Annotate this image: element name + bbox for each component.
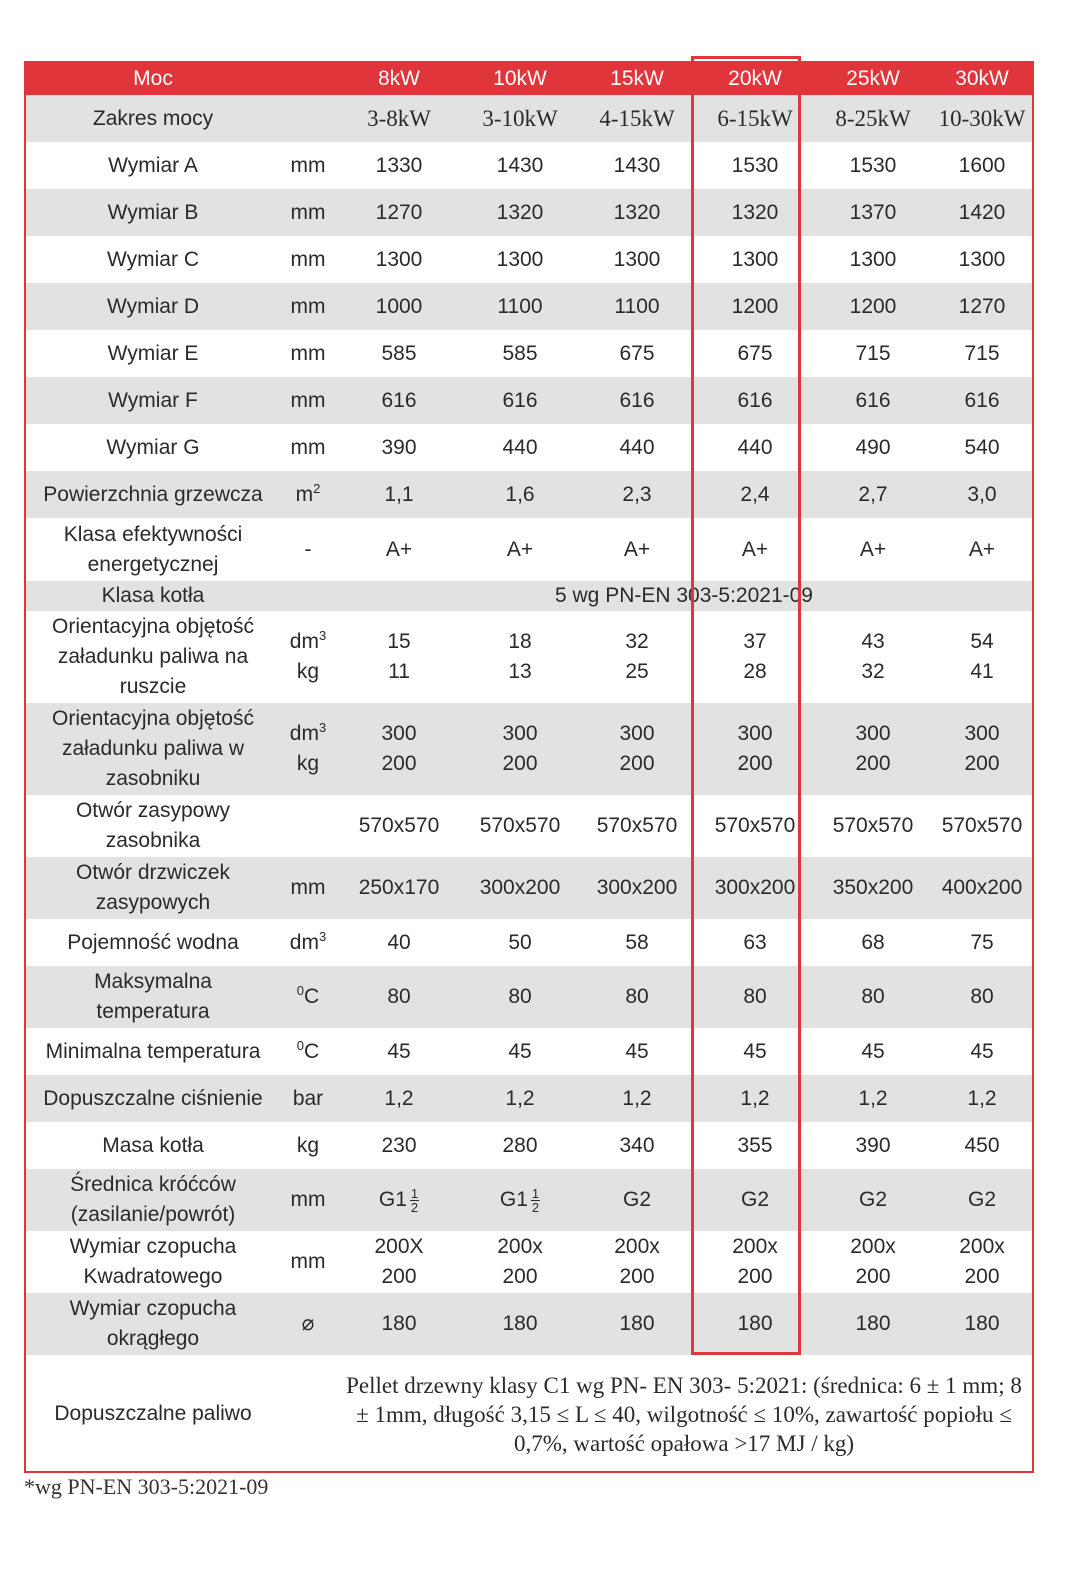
- row-label: Zakres mocy: [26, 95, 280, 142]
- table-row: [26, 1028, 1032, 1075]
- value-line: 200x: [614, 1235, 660, 1258]
- cell-value: 1300: [731, 247, 779, 271]
- row-unit: mm: [280, 283, 336, 330]
- cell-value: 3,0: [932, 471, 1032, 518]
- label-line: Wymiar czopucha: [69, 1297, 237, 1320]
- table-row: [26, 795, 1032, 857]
- table-row: [26, 1355, 1032, 1473]
- unit-sup: 2: [313, 480, 321, 496]
- diameter-icon: ⌀: [280, 1293, 336, 1355]
- table-row: [26, 919, 1032, 966]
- row-label: [26, 795, 280, 857]
- cell-value: A+: [741, 537, 769, 561]
- cell-value: 45: [387, 1039, 411, 1063]
- cell-value: 45: [508, 1039, 532, 1063]
- cell-value: 45: [861, 1039, 885, 1063]
- cell-value: 570x570: [358, 814, 440, 837]
- row-unit: kg: [296, 1133, 320, 1157]
- label-line: Otwór drzwiczek: [75, 861, 231, 884]
- cell-value: 440: [619, 435, 655, 459]
- cell-value: 450: [964, 1133, 1000, 1157]
- cell-value: 300x200: [462, 857, 578, 919]
- header-25kw: 25kW: [814, 63, 932, 95]
- cell-value: 1,6: [462, 471, 578, 518]
- spec-table-frame: [24, 61, 1034, 1473]
- unit-base: m: [295, 482, 314, 506]
- unit-sup: 0: [296, 983, 305, 998]
- row-unit: [280, 611, 336, 703]
- cell-value: 355: [737, 1133, 773, 1157]
- value-line: 200: [619, 1265, 655, 1288]
- cell-value: 715: [855, 341, 891, 365]
- cell-value: [578, 1231, 696, 1293]
- cell-value: 80: [578, 966, 696, 1028]
- cell-value: 1,2: [336, 1075, 462, 1122]
- label-line: temperatura: [96, 1000, 210, 1023]
- row-label: Powierzchnia grzewcza: [26, 471, 280, 518]
- cell-value: 80: [336, 966, 462, 1028]
- table-row: [26, 283, 1032, 330]
- cell-value: A+: [968, 537, 996, 561]
- cell-value: 250x170: [336, 857, 462, 919]
- cell-value: 230: [381, 1133, 417, 1157]
- value-line: 25: [625, 660, 649, 683]
- cell-value: 180: [462, 1293, 578, 1355]
- cell-value: 75: [970, 930, 994, 954]
- cell-value: 616: [814, 377, 932, 424]
- cell-value: [336, 703, 462, 795]
- row-unit: mm: [280, 857, 336, 919]
- cell-value: 1370: [814, 189, 932, 236]
- footnote: *wg PN-EN 303-5:2021-09: [24, 1474, 269, 1499]
- cell-value: 616: [578, 377, 696, 424]
- cell-value: 490: [855, 435, 891, 459]
- value-line: 200: [619, 752, 655, 775]
- table-row: [26, 1231, 1032, 1293]
- label-line: Średnica króćców: [70, 1173, 236, 1196]
- cell-value: 180: [336, 1293, 462, 1355]
- cell-value: 68: [861, 930, 885, 954]
- cell-value: 1300: [958, 247, 1006, 271]
- cell-value: 570x570: [832, 814, 914, 837]
- cell-value: 1330: [375, 153, 423, 177]
- cell-value: 1320: [462, 189, 578, 236]
- label-line: załadunku paliwa w: [61, 737, 245, 760]
- cell-value: A+: [859, 537, 887, 561]
- label-line: Wymiar czopucha: [69, 1235, 237, 1258]
- table-row: [26, 1293, 1032, 1355]
- cell-value: 1300: [613, 247, 661, 271]
- cell-value: 1000: [336, 283, 462, 330]
- row-label: [26, 1293, 280, 1355]
- value-line: 37: [743, 630, 767, 653]
- cell-value: 180: [696, 1293, 814, 1355]
- table-row: [26, 966, 1032, 1028]
- table-row: [26, 857, 1032, 919]
- value-text: G1: [499, 1188, 528, 1211]
- cell-value: [696, 611, 814, 703]
- unit-sup: 3: [318, 720, 327, 735]
- value-line: 300: [737, 722, 773, 745]
- table-row: [26, 330, 1032, 377]
- cell-value: 3-10kW: [462, 95, 578, 142]
- cell-value: 390: [855, 1133, 891, 1157]
- table-row: [26, 1075, 1032, 1122]
- cell-value: 180: [578, 1293, 696, 1355]
- row-unit: [280, 703, 336, 795]
- cell-value: 1600: [958, 153, 1006, 177]
- row-unit: bar: [280, 1075, 336, 1122]
- cell-value: 570x570: [596, 814, 678, 837]
- cell-value: 45: [970, 1039, 994, 1063]
- cell-value: 675: [737, 341, 773, 365]
- value-line: 200: [381, 752, 417, 775]
- unit-sup: 3: [318, 628, 327, 643]
- cell-value: 1,2: [814, 1075, 932, 1122]
- value-line: 200x: [732, 1235, 778, 1258]
- cell-value: [462, 703, 578, 795]
- value-line: 15: [387, 630, 411, 653]
- table-row: [26, 1122, 1032, 1169]
- cell-value: 570x570: [941, 814, 1023, 837]
- cell-value: 540: [964, 435, 1000, 459]
- value-line: 200x: [497, 1235, 543, 1258]
- row-unit: mm: [290, 153, 326, 177]
- table-row: [26, 581, 1032, 611]
- row-label: Minimalna temperatura: [45, 1039, 261, 1063]
- cell-value: 1200: [814, 283, 932, 330]
- fraction-denominator: 2: [410, 1199, 419, 1215]
- label-line: zasobnika: [105, 829, 201, 852]
- cell-value: 585: [502, 341, 538, 365]
- row-unit: [280, 1355, 336, 1473]
- row-unit: [280, 919, 336, 966]
- row-unit: mm: [290, 341, 326, 365]
- cell-value: 616: [932, 377, 1032, 424]
- unit-base: C: [304, 1039, 320, 1063]
- value-line: 41: [970, 660, 994, 683]
- cell-value: [932, 703, 1032, 795]
- cell-value: 440: [502, 435, 538, 459]
- cell-value: 616: [462, 377, 578, 424]
- cell-value: 1300: [496, 247, 544, 271]
- cell-value: 1320: [578, 189, 696, 236]
- cell-value: 280: [502, 1133, 538, 1157]
- label-line: Orientacyjna objętość: [52, 615, 254, 638]
- unit-sup: 0: [296, 1037, 305, 1053]
- table-row: [26, 1169, 1032, 1231]
- cell-value: 1,2: [696, 1075, 814, 1122]
- row-label: Dopuszczalne paliwo: [54, 1402, 252, 1425]
- unit-sup: 3: [318, 928, 327, 944]
- row-unit: [280, 966, 336, 1028]
- value-line: 300: [502, 722, 538, 745]
- value-line: 300: [855, 722, 891, 745]
- row-label: [26, 703, 280, 795]
- cell-value: [814, 611, 932, 703]
- row-label: Wymiar F: [26, 377, 280, 424]
- cell-value: 300x200: [578, 857, 696, 919]
- header-30kw: 30kW: [932, 63, 1032, 95]
- fraction-denominator: 2: [531, 1199, 540, 1215]
- cell-value: 8-25kW: [814, 95, 932, 142]
- value-line: 300: [619, 722, 655, 745]
- value-line: 200: [855, 1265, 891, 1288]
- fraction-numerator: 1: [410, 1185, 419, 1201]
- row-unit: mm: [280, 189, 336, 236]
- value-line: 300: [381, 722, 417, 745]
- row-label: Wymiar D: [26, 283, 280, 330]
- header-20kw: 20kW: [696, 63, 814, 95]
- row-unit: [280, 581, 336, 611]
- cell-value: [932, 1231, 1032, 1293]
- cell-value: 1,2: [462, 1075, 578, 1122]
- row-unit: mm: [290, 1250, 326, 1273]
- cell-value: 1,1: [336, 471, 462, 518]
- header-row: [26, 63, 1032, 95]
- cell-value: 570x570: [714, 814, 796, 837]
- label-line: zasobniku: [105, 767, 201, 790]
- fraction: [531, 1187, 540, 1214]
- header-8kw: 8kW: [336, 63, 462, 95]
- table-row: [26, 189, 1032, 236]
- cell-value: 1420: [932, 189, 1032, 236]
- cell-value: 80: [462, 966, 578, 1028]
- table-row: [26, 95, 1032, 142]
- row-label: [26, 966, 280, 1028]
- cell-value: [462, 1231, 578, 1293]
- cell-value: 400x200: [932, 857, 1032, 919]
- value-line: 11: [388, 660, 410, 683]
- cell-value: 4-15kW: [578, 95, 696, 142]
- unit-line: [282, 719, 334, 749]
- header-10kw: 10kW: [462, 63, 578, 95]
- row-unit: [280, 95, 336, 142]
- row-label: Dopuszczalne ciśnienie: [26, 1075, 280, 1122]
- cell-value: 80: [814, 966, 932, 1028]
- value-line: 43: [861, 630, 885, 653]
- cell-value: G2: [932, 1169, 1032, 1231]
- value-line: 200x: [850, 1235, 896, 1258]
- label-line: Kwadratowego: [83, 1265, 223, 1288]
- unit-base: dm: [289, 722, 319, 745]
- value-line: 300: [964, 722, 1000, 745]
- row-label: [26, 1169, 280, 1231]
- cell-value: 1100: [578, 283, 696, 330]
- row-unit: -: [304, 537, 312, 561]
- label-line: Maksymalna: [94, 970, 212, 993]
- row-label: Wymiar A: [108, 153, 198, 177]
- cell-value: 300x200: [696, 857, 814, 919]
- row-label: Masa kotła: [102, 1133, 204, 1157]
- cell-value: [814, 703, 932, 795]
- header-unit: [280, 63, 336, 95]
- row-label: [26, 1231, 280, 1293]
- cell-value: A+: [623, 537, 651, 561]
- row-label: Klasa kotła: [26, 581, 280, 611]
- row-unit: mm: [280, 377, 336, 424]
- label-line: Otwór zasypowy: [75, 799, 231, 822]
- row-unit: [280, 1028, 336, 1075]
- table-row: [26, 236, 1032, 283]
- row-label: Wymiar G: [106, 435, 200, 459]
- cell-value: [814, 1231, 932, 1293]
- cell-value: A+: [385, 537, 413, 561]
- table-row: [26, 518, 1032, 581]
- cell-value: 1430: [496, 153, 544, 177]
- cell-value: 1,2: [932, 1075, 1032, 1122]
- cell-value: 390: [381, 435, 417, 459]
- fuel-description: Pellet drzewny klasy C1 wg PN- EN 303- 5:2021: (średnica: 6 ± 1 mm; 8 ± 1mm, długość 3,15 ≤ L ≤ 40, wilgotność ≤ 10%, zawartość popiołu ≤ 0,7%, wartość opałowa >17 MJ / kg): [346, 1372, 1022, 1456]
- cell-value: 58: [625, 930, 649, 954]
- value-line: 200: [381, 1265, 417, 1288]
- cell-value: G2: [814, 1169, 932, 1231]
- value-line: 200: [964, 752, 1000, 775]
- row-unit: mm: [290, 247, 326, 271]
- value-line: 32: [861, 660, 885, 683]
- value-line: 18: [508, 630, 532, 653]
- cell-value: [462, 611, 578, 703]
- unit-line: kg: [296, 660, 320, 683]
- cell-value: 585: [381, 341, 417, 365]
- cell-value-span: 5 wg PN-EN 303-5:2021-09: [336, 581, 1032, 611]
- row-label: Wymiar E: [107, 341, 199, 365]
- cell-value: [696, 703, 814, 795]
- cell-value: 616: [336, 377, 462, 424]
- cell-value: 1100: [462, 283, 578, 330]
- cell-value: [462, 1169, 578, 1231]
- fraction-numerator: 1: [531, 1185, 540, 1201]
- value-line: 28: [743, 660, 767, 683]
- cell-value: 45: [743, 1039, 767, 1063]
- row-label: Wymiar B: [26, 189, 280, 236]
- cell-value: 180: [932, 1293, 1032, 1355]
- row-unit: mm: [280, 1169, 336, 1231]
- value-line: 200: [502, 752, 538, 775]
- table-row: [26, 424, 1032, 471]
- cell-value: 2,3: [578, 471, 696, 518]
- cell-value: [336, 1231, 462, 1293]
- header-15kw: 15kW: [578, 63, 696, 95]
- cell-value: [336, 1169, 462, 1231]
- unit-line: kg: [296, 752, 320, 775]
- table-row: [26, 142, 1032, 189]
- value-line: 200x: [959, 1235, 1005, 1258]
- value-line: 200: [964, 1265, 1000, 1288]
- row-unit: [280, 471, 336, 518]
- cell-value: 2,7: [814, 471, 932, 518]
- cell-value: 1530: [731, 153, 779, 177]
- header-label: Moc: [26, 63, 280, 95]
- cell-value: 63: [743, 930, 767, 954]
- cell-value: 1430: [613, 153, 661, 177]
- unit-base: dm: [289, 930, 319, 954]
- fraction: [410, 1187, 419, 1214]
- label-line: Orientacyjna objętość: [52, 707, 254, 730]
- cell-value: 50: [508, 930, 532, 954]
- cell-value: 570x570: [479, 814, 561, 837]
- value-line: 200: [502, 1265, 538, 1288]
- boiler-spec-table: [26, 63, 1032, 1473]
- cell-value: 2,4: [696, 471, 814, 518]
- cell-value: 1530: [849, 153, 897, 177]
- label-line: ruszcie: [119, 675, 187, 698]
- cell-value: 1300: [375, 247, 423, 271]
- cell-value: 675: [619, 341, 655, 365]
- cell-value: 1200: [696, 283, 814, 330]
- value-line: 200: [737, 1265, 773, 1288]
- table-row: [26, 703, 1032, 795]
- cell-value: [696, 1231, 814, 1293]
- cell-value: 80: [932, 966, 1032, 1028]
- value-line: 13: [508, 660, 532, 683]
- cell-value: [336, 611, 462, 703]
- value-line: 200X: [374, 1235, 424, 1258]
- cell-value: 350x200: [814, 857, 932, 919]
- cell-value: 616: [696, 377, 814, 424]
- row-label: Wymiar C: [107, 247, 199, 271]
- cell-value: 440: [737, 435, 773, 459]
- cell-value: 40: [387, 930, 411, 954]
- label-line: załadunku paliwa na: [57, 645, 249, 668]
- value-line: 200: [855, 752, 891, 775]
- label-line: zasypowych: [95, 891, 211, 914]
- row-label: [26, 611, 280, 703]
- value-text: G1: [378, 1188, 407, 1211]
- cell-value: 6-15kW: [696, 95, 814, 142]
- row-label: Pojemność wodna: [67, 930, 239, 954]
- cell-value: 340: [619, 1133, 655, 1157]
- value-line: 200: [737, 752, 773, 775]
- table-row: [26, 611, 1032, 703]
- row-label: [26, 518, 280, 581]
- cell-value: G2: [578, 1169, 696, 1231]
- cell-value: [578, 611, 696, 703]
- cell-value: 1,2: [578, 1075, 696, 1122]
- cell-value: 1320: [696, 189, 814, 236]
- cell-value: 3-8kW: [336, 95, 462, 142]
- label-line: (zasilanie/powrót): [70, 1203, 236, 1226]
- unit-base: C: [304, 985, 320, 1008]
- cell-value: 1270: [932, 283, 1032, 330]
- label-line: Klasa efektywności: [63, 522, 243, 546]
- unit-base: dm: [289, 630, 319, 653]
- value-line: 54: [970, 630, 994, 653]
- value-line: 32: [625, 630, 649, 653]
- label-line: okrągłego: [106, 1327, 200, 1350]
- cell-value: 80: [696, 966, 814, 1028]
- unit-line: [282, 627, 334, 657]
- cell-value: 180: [814, 1293, 932, 1355]
- cell-value: 10-30kW: [932, 95, 1032, 142]
- cell-value: 1300: [849, 247, 897, 271]
- cell-value: 1270: [336, 189, 462, 236]
- cell-value: 715: [964, 341, 1000, 365]
- cell-value: [578, 703, 696, 795]
- cell-value: 45: [625, 1039, 649, 1063]
- cell-value: A+: [506, 537, 534, 561]
- cell-value: [932, 611, 1032, 703]
- row-label: [26, 857, 280, 919]
- row-unit: mm: [290, 435, 326, 459]
- label-line: energetycznej: [87, 552, 219, 576]
- table-row: [26, 377, 1032, 424]
- row-unit: [280, 795, 336, 857]
- table-row: [26, 471, 1032, 518]
- cell-value: G2: [696, 1169, 814, 1231]
